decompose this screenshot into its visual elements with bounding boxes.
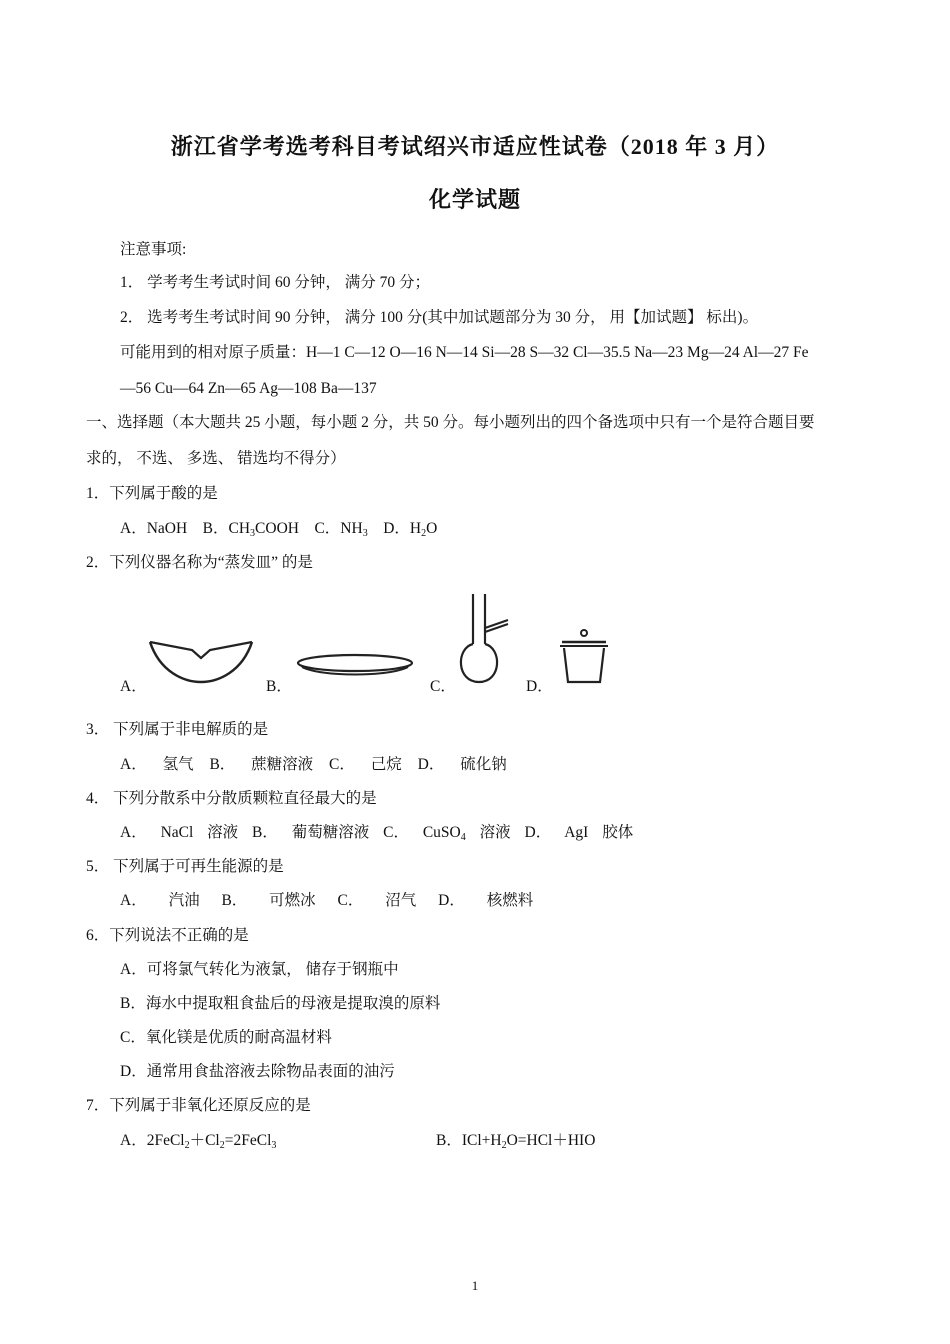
- q1-option-c: C．$NH_3$: [314, 520, 368, 539]
- q2-option-a-label: A．: [120, 678, 147, 695]
- notes-item-2: 2． 选考考生考试时间 90 分钟， 满分 100 分(其中加试题部分为 30 分， 用【加试题】 标出)。: [120, 309, 759, 326]
- q1-option-d: D．$H_2O$: [383, 520, 438, 539]
- q5-options: A． 汽油 B． 可燃冰 C． 沼气 D． 核燃料: [120, 892, 534, 909]
- q7-option-a: A．$2FeCl_2+Cl_2=2FeCl_3$: [120, 1132, 277, 1151]
- q5-stem: 5． 下列属于可再生能源的是: [86, 858, 284, 875]
- page-number: 1: [471, 1278, 479, 1293]
- q2-option-b-label: B．: [266, 678, 292, 695]
- q3-options: A． 氢气 B． 蔗糖溶液 C． 己烷 D． 硫化钠: [120, 756, 507, 773]
- q3-stem: 3． 下列属于非电解质的是: [86, 721, 269, 738]
- distilling-flask-icon: [456, 592, 512, 686]
- q6-option-b: B．海水中提取粗食盐后的母液是提取溴的原料: [120, 995, 441, 1012]
- q1-option-a: A．NaOH: [120, 520, 188, 537]
- q4-options: A． NaCl 溶液 B． 葡萄糖溶液 C． CuSO$_4$ 溶液 D． AgI 胶体: [120, 824, 634, 843]
- q2-option-c-label: C．: [430, 678, 456, 695]
- crucible-icon: [556, 628, 612, 686]
- notes-item-1: 1． 学考考生考试时间 60 分钟， 满分 70 分；: [120, 274, 431, 291]
- section-instructions-1: 一、选择题（本大题共 25 小题，每小题 2 分，共 50 分。每小题列出的四个备选项中只有一个是符合题目要: [86, 414, 815, 431]
- watch-glass-icon: [296, 652, 414, 678]
- q6-option-c: C．氧化镁是优质的耐高温材料: [120, 1029, 332, 1046]
- q4-stem: 4． 下列分散系中分散质颗粒直径最大的是: [86, 790, 377, 807]
- notes-heading: 注意事项:: [120, 241, 187, 258]
- q6-stem: 6．下列说法不正确的是: [86, 927, 249, 944]
- q6-option-a: A．可将氯气转化为液氯， 储存于钢瓶中: [120, 961, 399, 978]
- atomic-mass-line-1: 可能用到的相对原子质量：H—1 C—12 O—16 N—14 Si—28 S—32 Cl—35.5 Na—23 Mg—24 Al—27 Fe: [120, 344, 809, 361]
- q6-option-d: D．通常用食盐溶液去除物品表面的油污: [120, 1063, 395, 1080]
- q1-option-b: B．$CH_3COOH$: [202, 520, 299, 539]
- atomic-mass-line-2: —56 Cu—64 Zn—65 Ag—108 Ba—137: [120, 380, 377, 397]
- q1-stem: 1．下列属于酸的是: [86, 485, 218, 502]
- page-title: 浙江省学考选考科目考试绍兴市适应性试卷（2018 年 3 月）: [170, 134, 780, 159]
- section-instructions-2: 求的， 不选、 多选、 错选均不得分）: [86, 450, 346, 467]
- q2-option-d-label: D．: [526, 678, 553, 695]
- evaporating-dish-icon: [148, 636, 254, 686]
- q7-option-b: B．$ICl+H_2O=HCl+HIO$: [436, 1132, 596, 1151]
- q1-options: [120, 519, 437, 539]
- q7-stem: 7．下列属于非氧化还原反应的是: [86, 1097, 311, 1114]
- page-subtitle: 化学试题: [428, 187, 521, 212]
- q2-stem: 2．下列仪器名称为“蒸发皿” 的是: [86, 554, 313, 571]
